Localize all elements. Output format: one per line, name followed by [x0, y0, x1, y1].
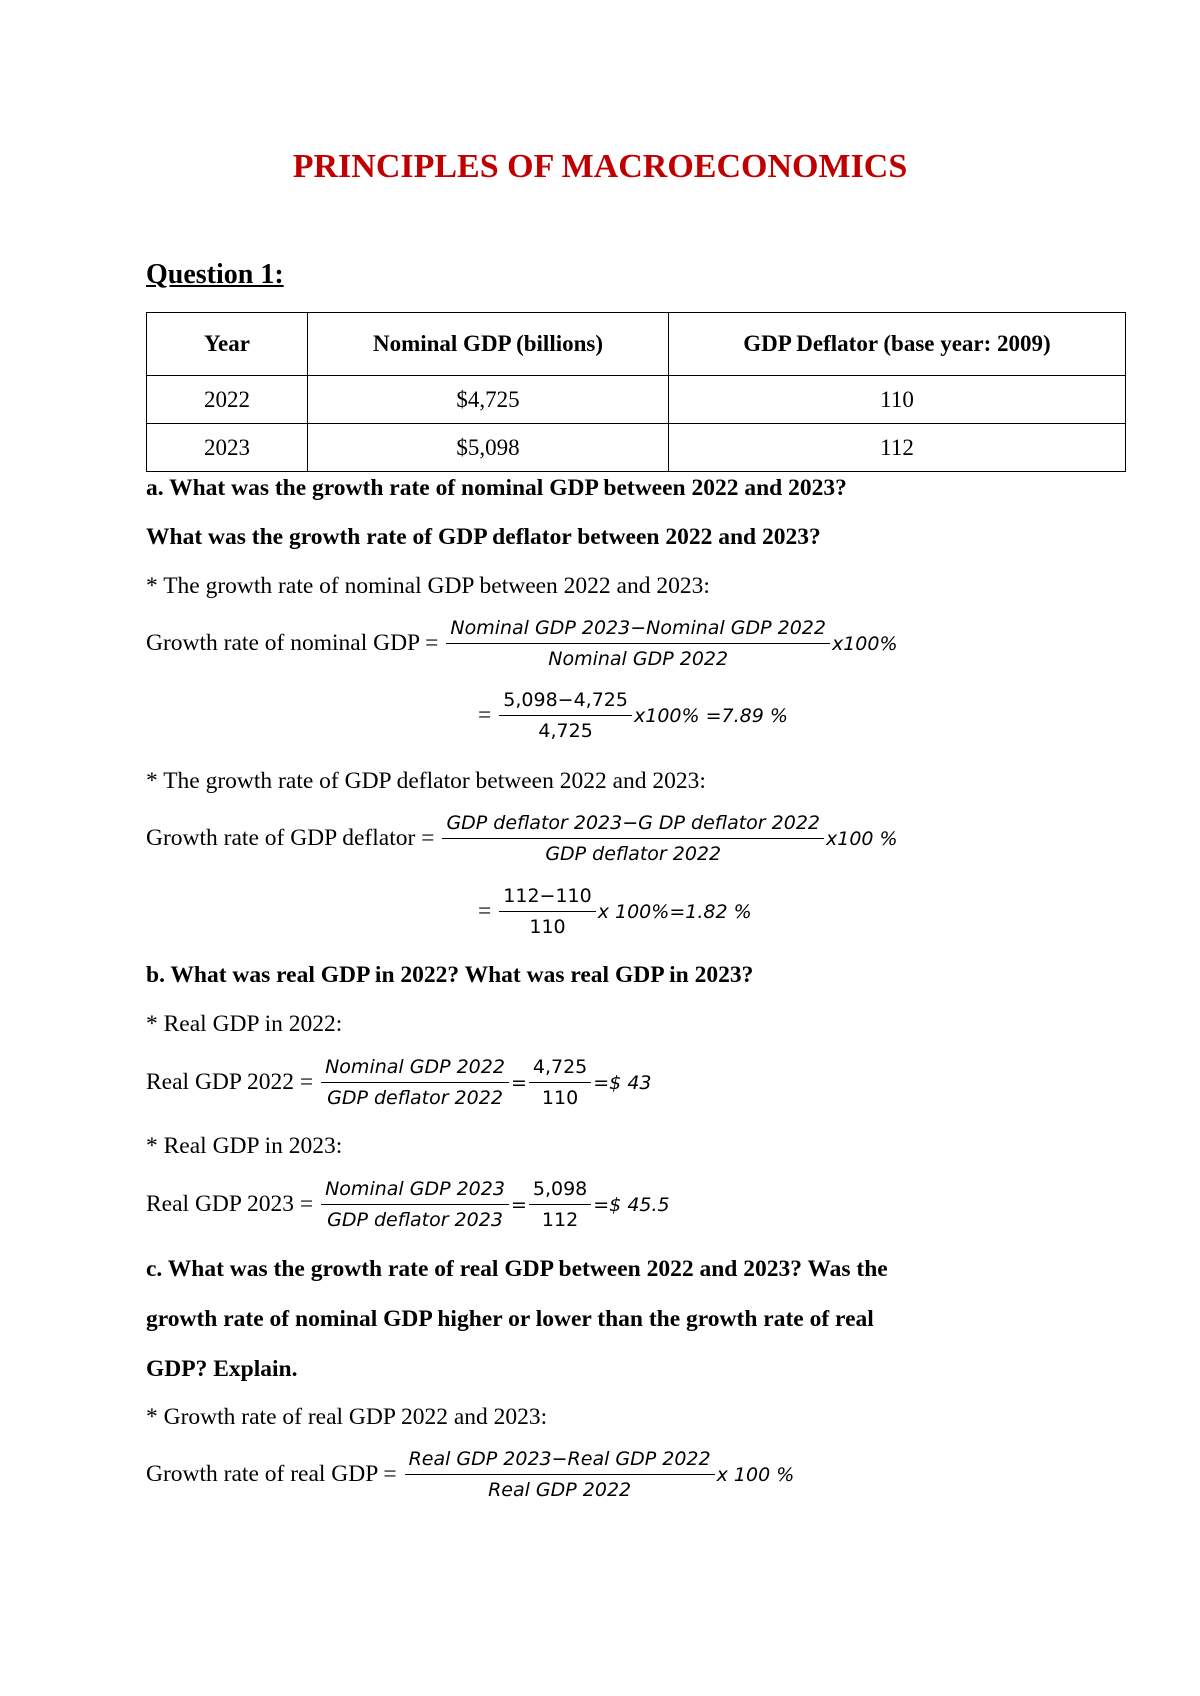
fraction-numerator: 112−110 — [499, 884, 595, 912]
equation-result: x100% =7.89 % — [633, 704, 788, 727]
table-row — [147, 424, 1126, 472]
table-header: Nominal GDP (billions) — [308, 313, 669, 376]
equation-tail: x100 % — [826, 827, 898, 850]
fraction — [442, 811, 824, 866]
fraction-denominator: GDP deflator 2022 — [545, 843, 722, 865]
equation-tail: x100% — [831, 632, 898, 655]
equation-equals: = — [510, 1071, 527, 1094]
fraction-denominator: Nominal GDP 2022 — [548, 648, 729, 670]
fraction-numerator: Nominal GDP 2023−Nominal GDP 2022 — [446, 616, 830, 644]
equation-equals: = — [478, 898, 492, 924]
part-c-question-line-1: c. What was the growth rate of real GDP between 2022 and 2023? Was the — [146, 1256, 888, 1282]
fraction — [529, 1055, 591, 1110]
equation-result: x 100%=1.82 % — [597, 900, 752, 923]
equation-nominal-growth — [146, 616, 898, 671]
part-a-note-1: * The growth rate of nominal GDP between 2022 and 2023: — [146, 573, 710, 599]
fraction-denominator: Real GDP 2022 — [488, 1479, 632, 1501]
fraction-numerator: Nominal GDP 2023 — [321, 1177, 509, 1205]
table-cell: $5,098 — [308, 424, 669, 472]
equation-equals: = — [510, 1193, 527, 1216]
fraction — [321, 1055, 509, 1110]
fraction-denominator: GDP deflator 2022 — [327, 1087, 503, 1109]
part-b-note-2: * Real GDP in 2023: — [146, 1133, 343, 1159]
fraction — [499, 688, 632, 743]
equation-real-gdp-2022 — [146, 1055, 652, 1110]
table-cell: 112 — [669, 424, 1126, 472]
equation-label: Real GDP 2023 = — [146, 1191, 314, 1217]
fraction — [499, 884, 595, 939]
equation-result: =$ 43 — [593, 1071, 652, 1094]
fraction-denominator: 110 — [541, 1087, 579, 1109]
fraction-numerator: GDP deflator 2023−G DP deflator 2022 — [442, 811, 824, 839]
part-a-note-2: * The growth rate of GDP deflator between 2022 and 2023: — [146, 768, 706, 794]
part-c-question-line-2: growth rate of nominal GDP higher or lower than the growth rate of real — [146, 1306, 874, 1332]
fraction — [529, 1177, 591, 1232]
fraction — [405, 1447, 715, 1502]
part-b-question: b. What was real GDP in 2022? What was real GDP in 2023? — [146, 962, 754, 988]
part-c-question-line-3: GDP? Explain. — [146, 1356, 298, 1382]
fraction-denominator: GDP deflator 2023 — [327, 1209, 503, 1231]
part-a-question-2: What was the growth rate of GDP deflator between 2022 and 2023? — [146, 524, 821, 550]
fraction-numerator: 5,098 — [529, 1177, 591, 1205]
equation-tail: x 100 % — [716, 1463, 795, 1486]
equation-label: Real GDP 2022 = — [146, 1069, 314, 1095]
fraction-numerator: 5,098−4,725 — [499, 688, 632, 716]
table-header-row — [147, 313, 1126, 376]
equation-label: Growth rate of nominal GDP = — [146, 630, 439, 656]
table-header: Year — [147, 313, 308, 376]
fraction-denominator: 4,725 — [538, 720, 593, 742]
fraction-denominator: 110 — [529, 916, 566, 938]
question-heading: Question 1: — [146, 259, 284, 290]
table-cell: 2023 — [147, 424, 308, 472]
equation-label: Growth rate of real GDP = — [146, 1461, 397, 1487]
table-row — [147, 376, 1126, 424]
equation-real-gdp-2023 — [146, 1177, 670, 1232]
fraction-numerator: Real GDP 2023−Real GDP 2022 — [405, 1447, 715, 1475]
part-b-note-1: * Real GDP in 2022: — [146, 1011, 343, 1037]
fraction-numerator: 4,725 — [529, 1055, 591, 1083]
part-a-question-1: a. What was the growth rate of nominal GDP between 2022 and 2023? — [146, 475, 847, 501]
table-header: GDP Deflator (base year: 2009) — [669, 313, 1126, 376]
equation-label: Growth rate of GDP deflator = — [146, 825, 435, 851]
table-cell: $4,725 — [308, 376, 669, 424]
fraction-numerator: Nominal GDP 2022 — [321, 1055, 509, 1083]
document-title: PRINCIPLES OF MACROECONOMICS — [292, 148, 908, 185]
equation-result: =$ 45.5 — [593, 1193, 670, 1216]
fraction-denominator: 112 — [541, 1209, 579, 1231]
part-c-note-1: * Growth rate of real GDP 2022 and 2023: — [146, 1404, 548, 1430]
equation-deflator-growth — [146, 811, 898, 866]
equation-deflator-growth-value — [478, 884, 752, 939]
equation-equals: = — [478, 702, 492, 728]
gdp-table — [146, 312, 1126, 472]
table-cell: 2022 — [147, 376, 308, 424]
fraction — [446, 616, 830, 671]
equation-real-growth — [146, 1447, 794, 1502]
equation-nominal-growth-value — [478, 688, 788, 743]
fraction — [321, 1177, 509, 1232]
table-cell: 110 — [669, 376, 1126, 424]
